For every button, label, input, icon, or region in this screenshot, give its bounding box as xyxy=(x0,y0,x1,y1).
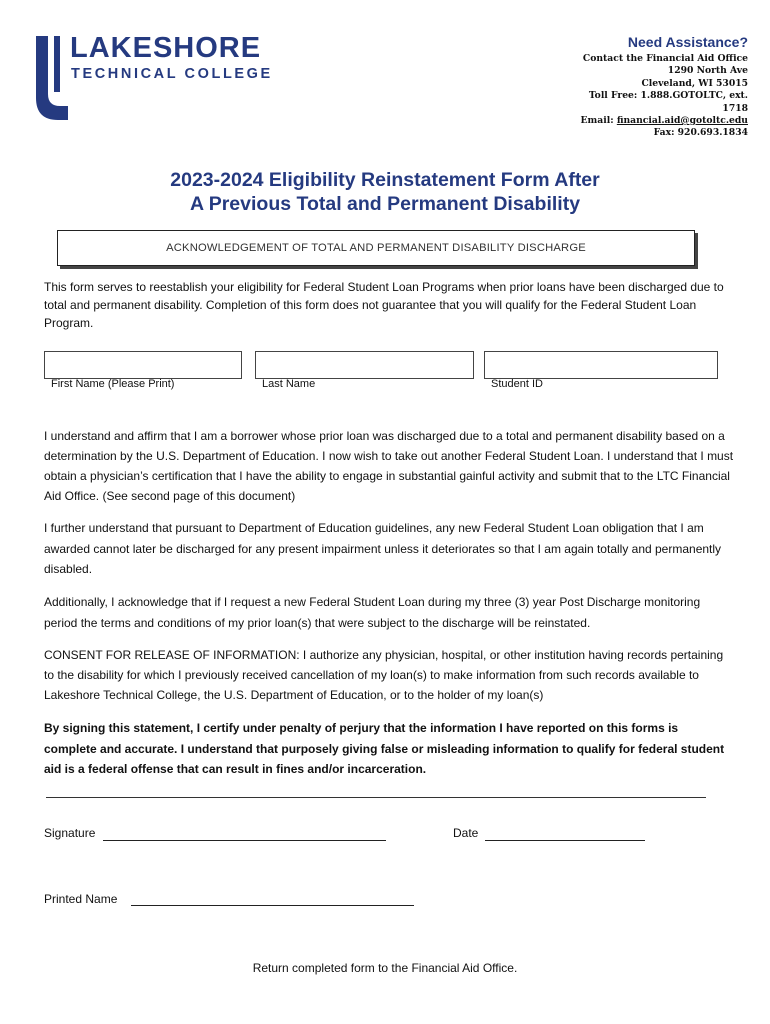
intro-paragraph: This form serves to reestablish your eligibility for Federal Student Loan Programs when prior loans have been discharged due to total and permanent disability. Completion of this form does not guarantee that you will qualify for the Federal Student Loan Program. xyxy=(44,280,724,330)
date-line[interactable] xyxy=(485,840,645,841)
email-line xyxy=(581,115,748,127)
last-name-label: Last Name xyxy=(262,378,316,390)
acknowledgement-heading: ACKNOWLEDGEMENT OF TOTAL AND PERMANENT DISABILITY DISCHARGE xyxy=(166,242,586,254)
guidelines-paragraph: I further understand that pursuant to Department of Education guidelines, any new Federal Student Loan obligation that I am awarded cannot later be discharged for any present impairment unless it deteriorates so that I am again totally and permanently disabled. xyxy=(44,521,722,576)
certification-paragraph: By signing this statement, I certify under penalty of perjury that the information I have reported on this forms is complete and accurate. I understand that purposely giving false or misleading information to qualify for federal student aid is a federal offense that can result in fines and/or incarceration. xyxy=(44,721,725,776)
logo-name: LAKESHORE xyxy=(70,32,262,64)
form-title-line-1: 2023-2024 Eligibility Reinstatement Form After xyxy=(170,169,600,191)
email-link[interactable]: financial.aid@gotoltc.edu xyxy=(616,115,748,127)
monitoring-paragraph: Additionally, I acknowledge that if I request a new Federal Student Loan during my three (3) year Post Discharge monitoring period the terms and conditions of my prior loan(s) that were subject to the discharge will be reinstated. xyxy=(44,595,701,630)
student-id-label: Student ID xyxy=(491,378,543,390)
consent-paragraph: CONSENT FOR RELEASE OF INFORMATION: I authorize any physician, hospital, or other institution having records pertaining to the disability for which I previously received cancellation of my loan(s) to make information from such records available to Lakeshore Technical College, the U.S. Department of Education, or to the holder of my loan(s) xyxy=(44,648,724,702)
divider-line xyxy=(46,797,706,798)
affirmation-paragraph: I understand and affirm that I am a borrower whose prior loan was discharged due to a total and permanent disability based on a determination by the U.S. Department of Education. I now wish to take out another Federal Student Loan. I understand that I must obtain a physician’s certification that I have the ability to engage in substantial gainful activity and submit that to the LTC Financial Aid Office. (See second page of this document) xyxy=(44,429,734,503)
contact-line: Cleveland, WI 53015 xyxy=(641,77,748,89)
printed-name-label: Printed Name xyxy=(44,892,118,906)
contact-line: Toll Free: 1.888.GOTOLTC, ext. xyxy=(588,90,748,102)
acknowledgement-box xyxy=(57,230,695,266)
logo-subtitle: TECHNICAL COLLEGE xyxy=(71,66,273,82)
email-label: Email: xyxy=(580,115,614,127)
contact-line: 1290 North Ave xyxy=(667,65,748,77)
form-title-line-2: A Previous Total and Permanent Disability xyxy=(189,193,581,215)
student-id-input[interactable] xyxy=(484,351,718,379)
need-assistance-heading: Need Assistance? xyxy=(627,34,748,50)
contact-line: 1718 xyxy=(722,102,748,114)
fax-line: Fax: 920.693.1834 xyxy=(653,127,748,139)
signature-label: Signature xyxy=(44,826,96,840)
form-title xyxy=(0,168,770,216)
printed-name-line[interactable] xyxy=(131,905,414,906)
last-name-input[interactable] xyxy=(255,351,474,379)
signature-line[interactable] xyxy=(103,840,386,841)
contact-line: Contact the Financial Aid Office xyxy=(582,53,748,64)
footer-instruction: Return completed form to the Financial Aid Office. xyxy=(252,961,518,975)
contact-block xyxy=(581,34,748,140)
first-name-input[interactable] xyxy=(44,351,242,379)
date-label: Date xyxy=(453,826,479,840)
first-name-label: First Name (Please Print) xyxy=(51,378,175,390)
college-logo-icon xyxy=(36,36,68,120)
